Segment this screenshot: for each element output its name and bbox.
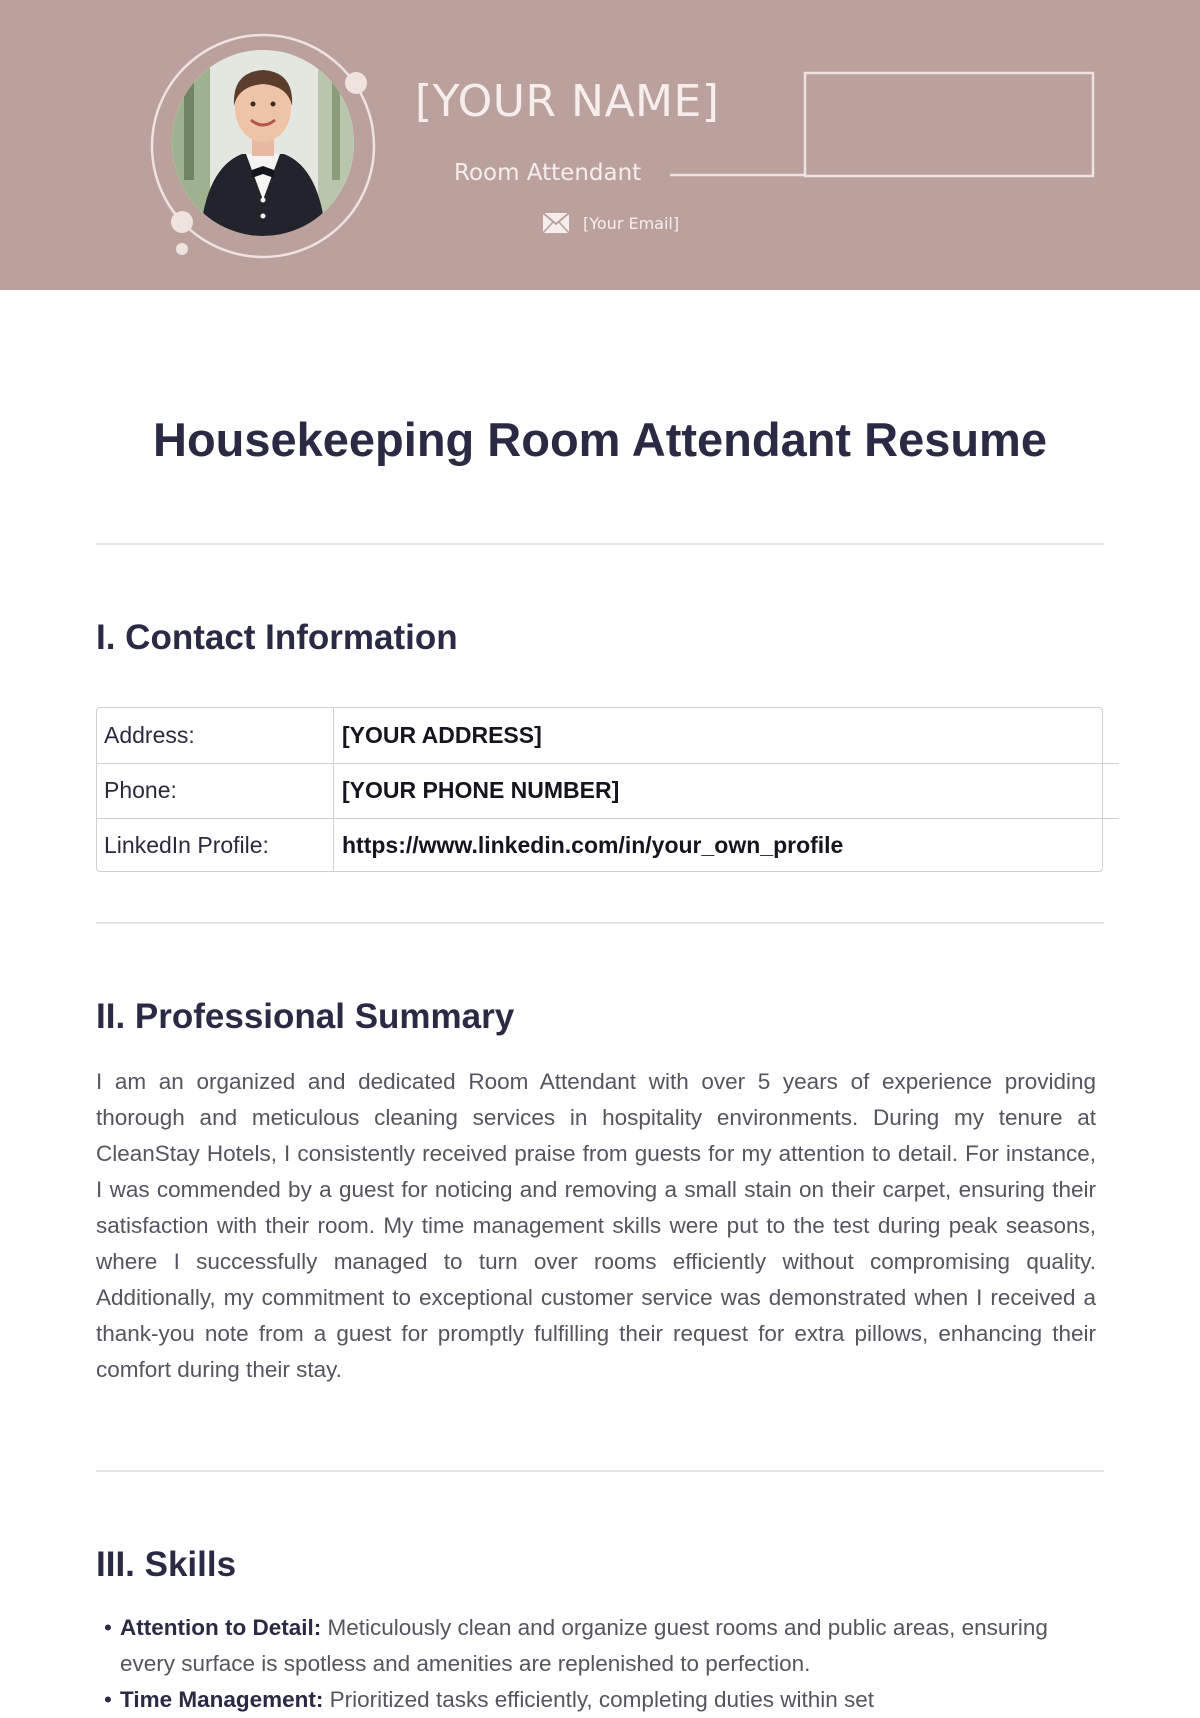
email-text[interactable]: [Your Email] [583, 213, 680, 233]
linkedin-link[interactable]: https://www.linkedin.com/in/your_own_profile [342, 832, 844, 858]
summary-paragraph: I am an organized and dedicated Room Attendant with over 5 years of experience providing thorough and meticulous cleaning services in hospitality environments. During my tenure at CleanStay Hotels, I consistently received praise from guests for my attention to detail. For instance, I was commended by a guest for noticing and removing a small stain on their carpet, ensuring their satisfaction with their room. My time management skills were put to the test during peak seasons, where I successfully managed to turn over rooms efficiently without compromising quality. Additionally, my commitment to exceptional customer service was demonstrated when I received a thank-you note from a guest for promptly fulfilling their request for extra pillows, enhancing their comfort during their stay. [96, 1069, 1096, 1382]
table-row [97, 708, 1102, 763]
contact-heading: I. Contact Information [96, 618, 458, 657]
profile-photo [172, 50, 354, 236]
header-banner [0, 0, 1200, 290]
divider [96, 1470, 1104, 1472]
table-row [97, 818, 1102, 873]
envelope-icon [543, 213, 569, 233]
table-row [97, 763, 1102, 818]
list-item [96, 1682, 1096, 1718]
divider [96, 543, 1104, 545]
address-value: [YOUR ADDRESS] [342, 722, 542, 748]
skill-title: Attention to Detail: [120, 1615, 322, 1640]
skill-text: Meticulously clean and organize guest rooms and public areas, ensuring every surface is spotless and amenities are replenished to perfection. [120, 1615, 1048, 1676]
email-line [543, 210, 679, 236]
list-item [96, 1610, 1096, 1682]
bullet-icon: • [104, 1687, 112, 1712]
skill-text: Prioritized tasks efficiently, completing duties within set [329, 1687, 875, 1712]
divider [96, 922, 1104, 924]
summary-heading: II. Professional Summary [96, 997, 515, 1036]
address-label: Address: [104, 722, 195, 748]
phone-label: Phone: [104, 777, 177, 803]
page-title: Housekeeping Room Attendant Resume [153, 413, 1047, 466]
linkedin-label: LinkedIn Profile: [104, 832, 269, 858]
skill-title: Time Management: [120, 1687, 324, 1712]
bullet-icon: • [104, 1615, 112, 1640]
candidate-name: [YOUR NAME] [415, 76, 720, 127]
contact-table [96, 707, 1103, 872]
skills-list [96, 1610, 1096, 1718]
skills-heading: III. Skills [96, 1545, 237, 1584]
phone-value: [YOUR PHONE NUMBER] [342, 777, 620, 803]
candidate-role: Room Attendant [454, 160, 642, 186]
